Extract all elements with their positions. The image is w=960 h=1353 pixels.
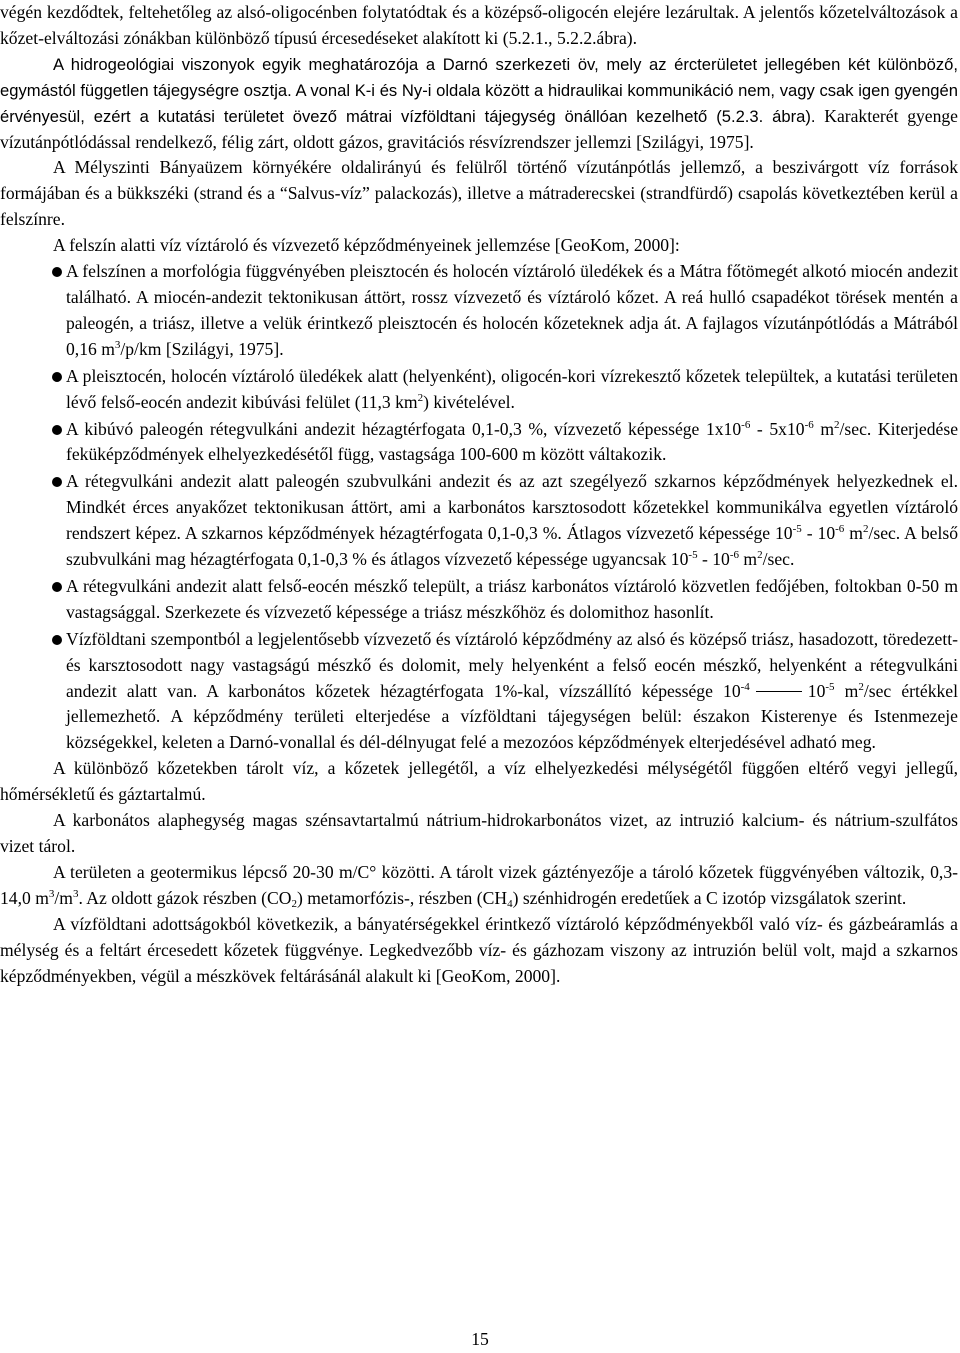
text-span: . Az oldott gázok részben (CO xyxy=(78,887,292,908)
list-text: m xyxy=(739,549,758,570)
superscript: -5 xyxy=(825,680,835,693)
superscript: -6 xyxy=(741,418,751,431)
superscript: -6 xyxy=(729,549,739,562)
list-text: /p/km [Szilágyi, 1975]. xyxy=(120,338,284,359)
paragraph-melyszinti: A Mélyszinti Bányaüzem környékére oldalirányú és felülről történő vízutánpótlás jellemző, a beszivárgott víz források formájában és a bükkszéki (strand és a “Salvus-víz” palackozás), illetve a mátraderecskei (strandfürdő) csapolás következtében kerül a felszínre. xyxy=(0,157,958,230)
text-span: A területen a geotermikus lépcső 20-30 m/C° közötti. A tárolt vizek gáztényezője a tároló kőzetek függvényében változik, 0,3-14,0 m xyxy=(0,861,958,908)
em-dash-line xyxy=(756,691,802,692)
text-span: /m xyxy=(54,887,73,908)
paragraph-intro: végén kezdődtek, feltehetőleg az alsó-oligocénben folytatódtak és a középső-oligocén elejére lezárultak. A jelentős kőzetelváltozások a kőzet-elváltozási zónákban különböző típusú ércesedéseket alakított ki (5.2.1., 5.2.2.ábra). xyxy=(0,2,958,48)
text-span: ) metamorfózis-, részben (CH xyxy=(296,887,508,908)
list-item xyxy=(66,417,958,469)
list-text: m xyxy=(834,680,859,701)
list-text: A felszínen a morfológia függvényében pleisztocén és holocén víztároló üledékek és a Mátra főtömegét alkotó miocén andezit található. A miocén-andezit tektonikusan áttört, rossz vízvezető és víztároló kőzet. A reá hulló csapadékot törések mentén a paleogén, a triász, illetve a velük érintkező pleisztocén és holocén kőzeteknek adja át. A fajlagos vízutánpótlódás a Mátrából 0,16 m xyxy=(66,261,958,359)
superscript: 2 xyxy=(862,523,869,536)
list-text: /sec. A belső szubvulkáni mag hézagtérfogata 0,1-0,3 % és átlagos vízvezető képessége ugyancsak 10 xyxy=(66,523,958,570)
list-text: A rétegvulkáni andezit alatt felső-eocén mészkő települt, a triász karbonátos víztároló közvetlen fedőjében, foltokban 0-50 m vastagsággal. Szerkezete és vízvezető képessége a triász mészkőhöz és dolomithoz hasonlít. xyxy=(66,575,958,622)
formation-list xyxy=(0,259,958,756)
list-text: 10 xyxy=(807,680,826,701)
superscript: 2 xyxy=(757,549,763,562)
list-item xyxy=(66,574,958,626)
list-text: m xyxy=(844,523,863,544)
list-item xyxy=(66,469,958,573)
paragraph-list-intro: A felszín alatti víz víztároló és vízvezető képződményeinek jellemzése [GeoKom, 2000]: xyxy=(53,235,680,256)
paragraph-water-types: A különböző kőzetekben tárolt víz, a kőzetek jellegétől, a víz elhelyezkedési mélységétől függően eltérő vegyi jellegű, hőmérsékletű és gáztartalmú. xyxy=(0,758,958,805)
list-text: m xyxy=(813,418,835,439)
sans-text-span-2: A vonal K-i és Ny-i oldala között a hidraulikai kommunikáció nem, vagy csak igen gyengén érvényesül, ezért a kutatási területet övező mátrai vízföldtani tájegység önállóan kezelhető (5.2.3. ábra). xyxy=(0,80,958,126)
superscript: 2 xyxy=(417,391,424,404)
superscript: 2 xyxy=(834,418,840,431)
list-item xyxy=(66,627,958,757)
superscript: -5 xyxy=(688,549,698,562)
list-text: A rétegvulkáni andezit alatt paleogén szubvulkáni andezit és az azt szegélyező szkarnos képződmények helyezkednek el. Mindkét érces anyakőzet tektonikusan áttört, ami a karbonátos karsztosodott kőzetekkel kommunikálva egyetlen víztároló rendszert képez. A szkarnos képződmények hézagtérfogata 0,1-0,3 %. Átlagos vízvezető képessége 10 xyxy=(66,471,958,544)
list-text: Vízföldtani szempontból a legjelentősebb vízvezető és víztároló képződmény az alsó és középső triász, hasadozott, töredezett- és karsztosodott nagy vastagságú mészkő és dolomit, mely helyenként a felső eocén mészkő, helyenként a rétegvulkáni andezit alatt van. A karbonátos kőzetek hézagtérfogata 1%-kal, vízszállító képessége 10 xyxy=(66,628,958,701)
list-item xyxy=(66,259,958,363)
superscript: -6 xyxy=(804,418,814,431)
text-span: ) szénhidrogén eredetűek a C izotóp vizsgálatok szerint. xyxy=(512,887,907,908)
subscript: 4 xyxy=(507,897,513,910)
superscript: 3 xyxy=(114,338,121,351)
serif-text-span: Karakterét gyenge vízutánpótlódással rendelkező, félig zárt, oldott gázos, gravitációs résvízrendszer jellemzi [Szilágyi, 1975]. xyxy=(0,105,958,152)
superscript: -6 xyxy=(835,523,845,536)
list-text: - 5x10 xyxy=(750,418,805,439)
list-text: /sec. Kiterjedése feküképződmények elhelyezkedésétől függ, vastagsága 100-600 m között váltakozik. xyxy=(66,418,959,465)
superscript: 3 xyxy=(48,887,55,900)
paragraph-carbonate: A karbonátos alaphegység magas szénsavtartalmú nátrium-hidrokarbonátos vizet, az intruzió kalcium- és nátrium-szulfátos vizet tárol. xyxy=(0,810,958,856)
list-text: A kibúvó paleogén rétegvulkáni andezit hézagtérfogata 0,1-0,3 %, vízvezető képessége 1x10 xyxy=(66,418,742,439)
list-text: ) kivételével. xyxy=(423,391,515,412)
sans-text-span: A hidrogeológiai viszonyok egyik meghatározója a Darnó szerkezeti öv, mely az ércterületet jellegében két különböző, egymástól független tájegységre osztja. xyxy=(0,54,958,100)
list-text: - 10 xyxy=(697,549,730,570)
paragraph-hydrogeology xyxy=(0,52,958,156)
superscript: 3 xyxy=(72,887,79,900)
subscript: 2 xyxy=(291,897,297,910)
superscript: -4 xyxy=(740,680,750,693)
list-text: /sec értékkel jellemezhető. A képződmény területi elterjedése a vízföldtani tájegységen belül: északon Kisterenye és Istenmezeje községekkel, keleten a Darnó-vonallal és dél-délnyugat felé a mezozóos képződmények elterjedésével adható meg. xyxy=(66,680,958,753)
list-text: /sec. xyxy=(762,549,795,570)
list-text: - 10 xyxy=(801,523,836,544)
page-number: 15 xyxy=(471,1329,489,1349)
paragraph-geothermal xyxy=(0,860,958,912)
paragraph-conclusion: A vízföldtani adottságokból következik, a bányatérségekkel érintkező víztároló képződményekből való víz- és gázbeáramlás a mélység és a feltárt ércesedett kőzetek függvénye. Legkedvezőbb víz- és gázhozam viszony az intruzión belül volt, majd a szkarnos képződményekben, végül a mészkövek feltárásánál alakult ki [GeoKom, 2000]. xyxy=(0,913,958,986)
list-text: A pleisztocén, holocén víztároló üledékek alatt (helyenként), oligocén-kori vízrekesztő kőzetek települtek, a kutatási területen lévő felső-eocén andezit kibúvási felület (11,3 km xyxy=(66,365,958,412)
superscript: 2 xyxy=(858,680,864,693)
list-item xyxy=(66,364,958,416)
superscript: -5 xyxy=(792,523,802,536)
